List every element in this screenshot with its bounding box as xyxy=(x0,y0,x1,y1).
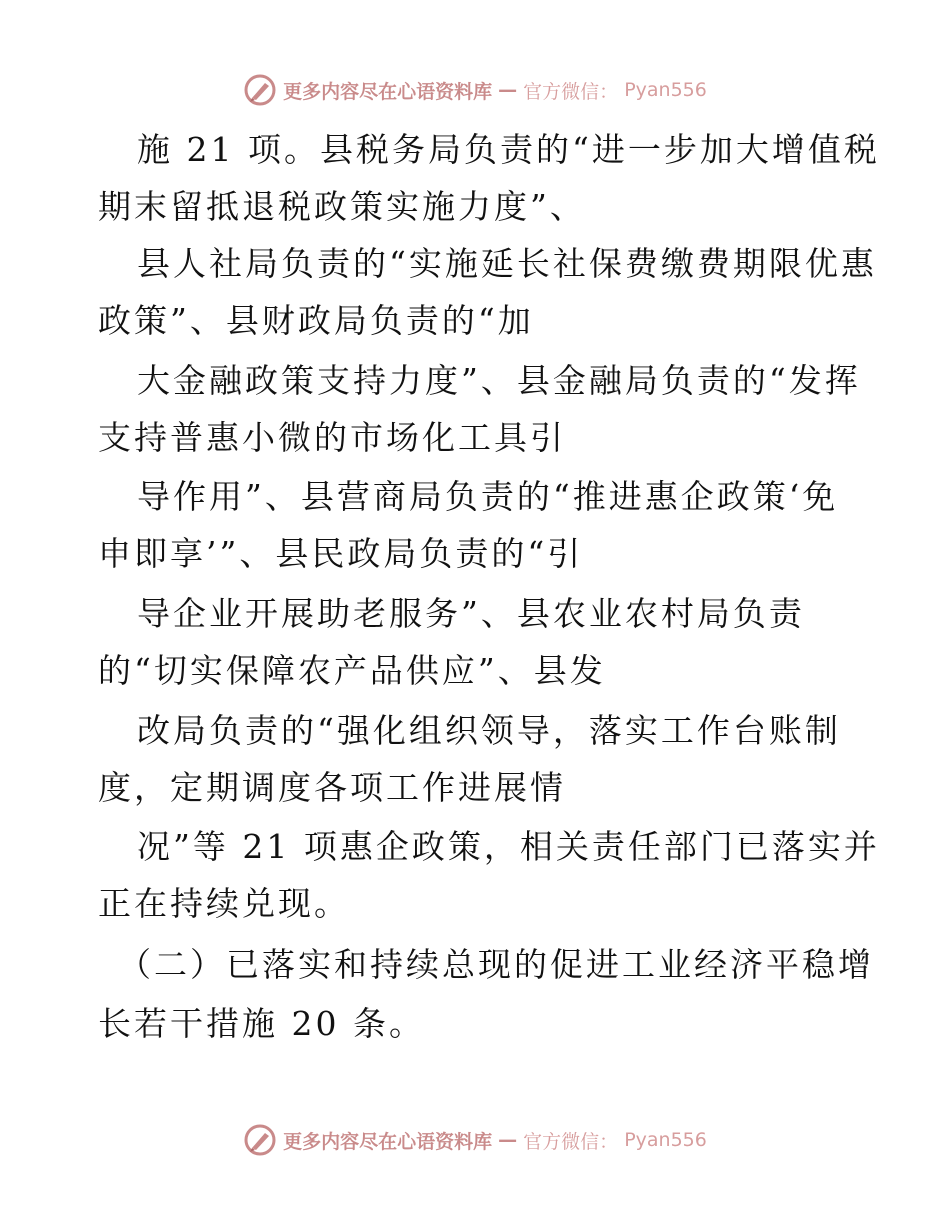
text-line-5: 大金融政策支持力度”、县金融局负责的“发挥 xyxy=(137,361,861,400)
text-line-6: 支持普惠小微的市场化工具引 xyxy=(98,418,566,457)
text-line-3: 县人社局负责的“实施延长社保费缴费期限优惠 xyxy=(137,244,877,283)
text-line-8: 申即享’”、县民政局负责的“引 xyxy=(98,534,584,573)
text-line-14: 正在持续兑现。 xyxy=(98,884,350,923)
text-line-16: 长若干措施 20 条。 xyxy=(98,1004,425,1043)
watermark-wechat-label: 官方微信： xyxy=(523,80,619,103)
text-line-13: 况”等 21 项惠企政策，相关责任部门已落实并 xyxy=(137,827,880,866)
watermark-wechat-label: 官方微信： xyxy=(523,1130,619,1153)
watermark-wechat-id: Pyan556 xyxy=(624,1129,707,1151)
text-line-9: 导企业开展助老服务”、县农业农村局负责 xyxy=(137,594,805,633)
text-line-2: 期末留抵退税政策实施力度”、 xyxy=(98,187,586,226)
header-watermark xyxy=(0,70,950,110)
pen-seal-icon xyxy=(243,1123,277,1157)
text-line-11: 改局负责的“强化组织领导，落实工作台账制 xyxy=(137,711,841,750)
footer-watermark xyxy=(0,1120,950,1160)
text-line-15: （二）已落实和持续总现的促进工业经济平稳增 xyxy=(118,945,874,984)
pen-seal-icon xyxy=(243,73,277,107)
watermark-title: 更多内容尽在心语资料库 xyxy=(283,80,493,103)
text-line-12: 度，定期调度各项工作进展情 xyxy=(98,768,566,807)
watermark-dash: — xyxy=(498,1129,518,1151)
text-line-10: 的“切实保障农产品供应”、县发 xyxy=(98,651,606,690)
text-line-4: 政策”、县财政局负责的“加 xyxy=(98,301,534,340)
text-line-1: 施 21 项。县税务局负责的“进一步加大增值税 xyxy=(137,130,880,169)
watermark-wechat-id: Pyan556 xyxy=(624,79,707,101)
watermark-title: 更多内容尽在心语资料库 xyxy=(283,1130,493,1153)
watermark-dash: — xyxy=(498,79,518,101)
text-line-7: 导作用”、县营商局负责的“推进惠企政策‘免 xyxy=(137,477,839,516)
